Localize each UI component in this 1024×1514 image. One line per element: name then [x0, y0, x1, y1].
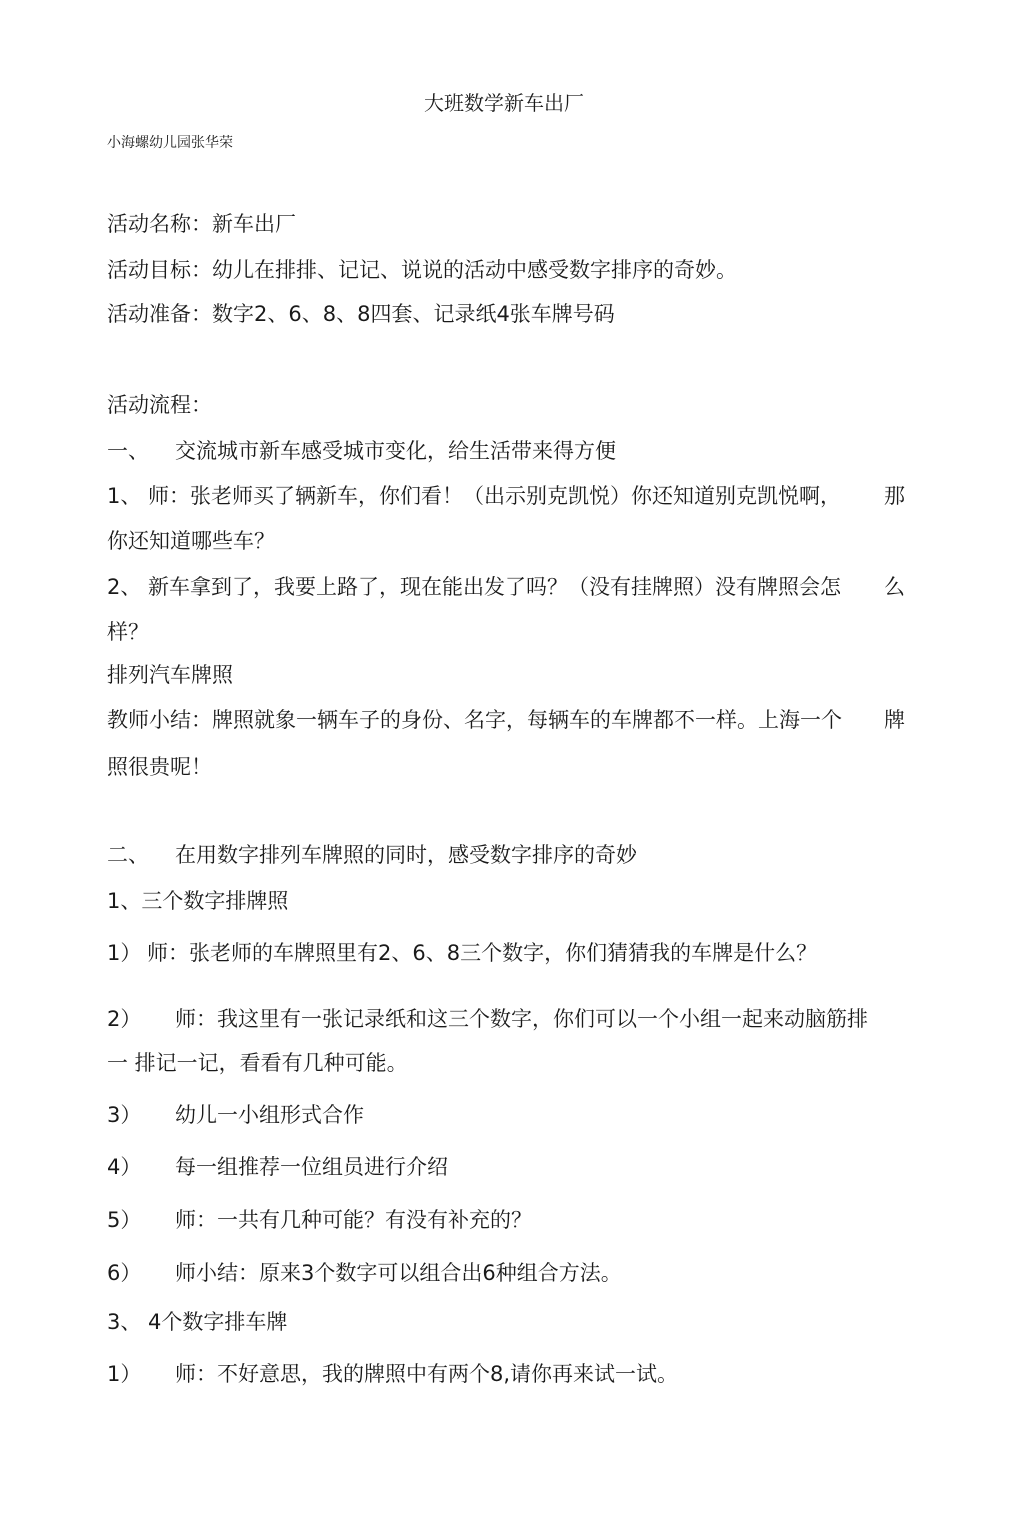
activity-name: 活动名称：新车出厂: [107, 212, 296, 236]
section-1-title: 交流城市新车感受城市变化，给生活带来得方便: [175, 439, 616, 463]
process-heading: 活动流程：: [107, 393, 212, 417]
section-1-para-2-end: 么: [884, 575, 905, 599]
list-item-text: 师小结：原来3个数字可以组合出6种组合方法。: [175, 1261, 622, 1285]
doc-author: 小海螺幼儿园张华荣: [107, 135, 233, 151]
list-item-text: 师：张老师的车牌照里有2、6、8三个数字，你们猜猜我的车牌是什么？: [147, 941, 818, 965]
list-item-text-cont: 一 排记一记，看看有几种可能。: [107, 1051, 408, 1075]
list-item-num: 1）: [107, 1362, 142, 1386]
section-1-summary-cont: 照很贵呢！: [107, 755, 212, 779]
section-1-subheading: 排列汽车牌照: [107, 663, 233, 687]
section-1-para-1: 1、 师：张老师买了辆新车，你们看！（出示别克凯悦）你还知道别克凯悦啊，: [107, 484, 842, 508]
list-item-num: 3）: [107, 1103, 142, 1127]
section-1-para-1-cont: 你还知道哪些车？: [107, 529, 275, 553]
activity-goal: 活动目标：幼儿在排排、记记、说说的活动中感受数字排序的奇妙。: [107, 258, 737, 282]
list-item-num: 5）: [107, 1208, 142, 1232]
list-item-text: 师：一共有几种可能？有没有补充的？: [175, 1208, 532, 1232]
section-1-para-2: 2、 新车拿到了，我要上路了，现在能出发了吗？（没有挂牌照）没有牌照会怎: [107, 575, 842, 599]
section-1-marker: 一、: [107, 439, 149, 463]
list-item-text: 师：不好意思，我的牌照中有两个8,请你再来试一试。: [175, 1362, 679, 1386]
list-item-num: 1）: [107, 941, 142, 965]
list-item-text: 每一组推荐一位组员进行介绍: [175, 1155, 448, 1179]
list-item-num: 4）: [107, 1155, 142, 1179]
section-1-summary-end: 牌: [884, 708, 905, 732]
section-2-marker: 二、: [107, 843, 149, 867]
list-item-num: 2）: [107, 1007, 142, 1031]
section-1-para-2-cont: 样？: [107, 620, 149, 644]
doc-title: 大班数学新车出厂: [424, 91, 584, 115]
list-item-text: 师：我这里有一张记录纸和这三个数字，你们可以一个小组一起来动脑筋排: [175, 1007, 868, 1031]
list-item-num: 6）: [107, 1261, 142, 1285]
section-2-title: 在用数字排列车牌照的同时，感受数字排序的奇妙: [175, 843, 637, 867]
section-2-heading-1: 1、三个数字排牌照: [107, 889, 289, 913]
list-item-text: 幼儿一小组形式合作: [175, 1103, 364, 1127]
section-1-summary: 教师小结：牌照就象一辆车子的身份、名字，每辆车的车牌都不一样。上海一个: [107, 708, 842, 732]
section-1-para-1-end: 那: [884, 484, 905, 508]
activity-prep: 活动准备：数字2、6、8、8四套、记录纸4张车牌号码: [107, 302, 615, 326]
section-2-heading-3: 3、 4个数字排车牌: [107, 1310, 288, 1334]
